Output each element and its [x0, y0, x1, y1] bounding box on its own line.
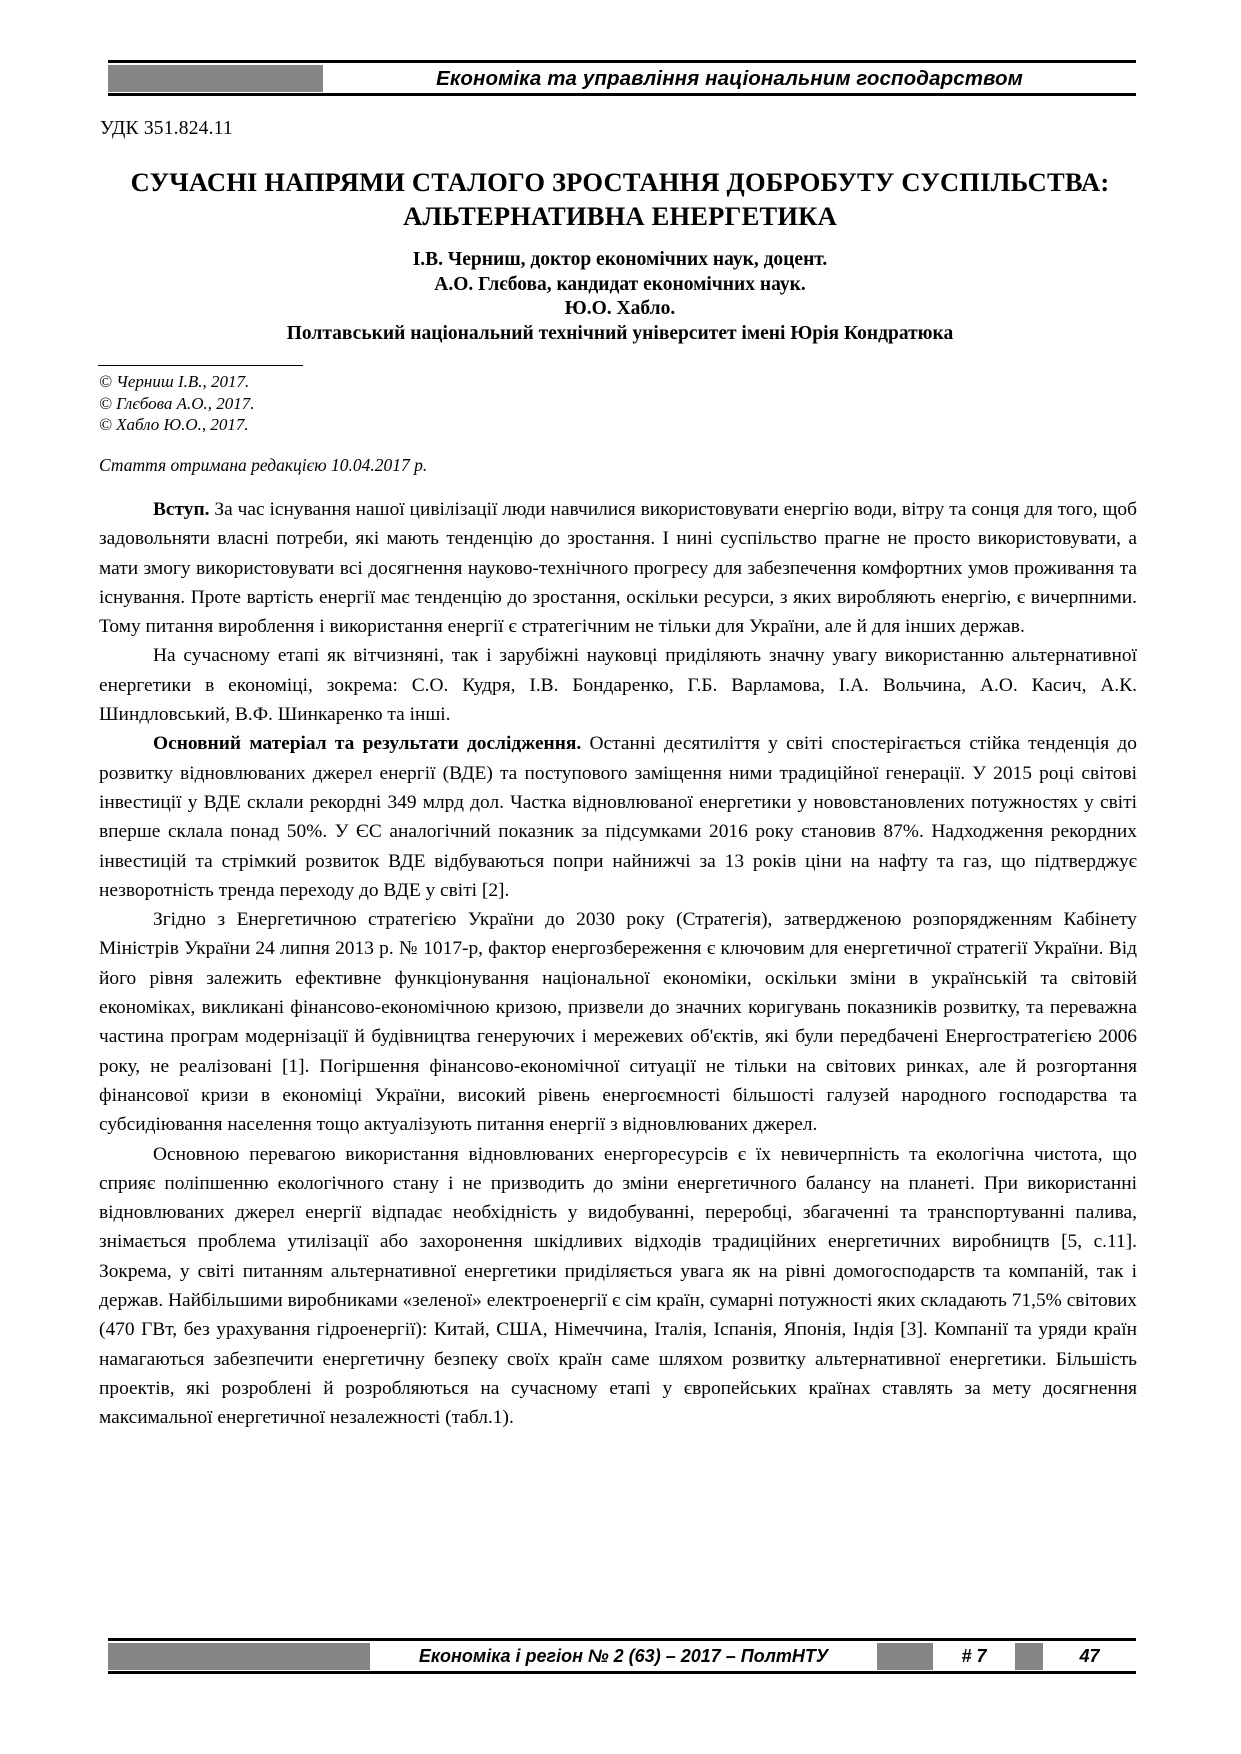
- footer-bottom-rule: [108, 1671, 1136, 1674]
- page-footer: [108, 1638, 1136, 1674]
- title-line-2: СУСПІЛЬСТВА: АЛЬТЕРНАТИВНА ЕНЕРГЕТИКА: [403, 167, 1110, 231]
- author-3: Ю.О. Хабло.: [564, 298, 676, 319]
- copyright-divider: [98, 365, 303, 366]
- footer-grey-block-right: [1015, 1643, 1043, 1670]
- footer-top-rule: [108, 1638, 1136, 1641]
- paragraph-intro-text: За час існування нашої цивілізації люди навчилися використовувати енергію води, вітру та сонця для того, щоб задовольняти власні потреби, які мають тенденцію до зростання. І нині суспільство прагне не просто використовувати, а мати змогу використовувати всі досягнення науково-технічного прогресу для забезпечення комфортних умов проживання та існування. Проте вартість енергії має тенденцію до зростання, оскільки ресурси, з яких виробляють енергію, є вичерпними. Тому питання вироблення і використання енергії є стратегічним не тільки для України, але й для інших держав.: [99, 499, 1137, 638]
- paragraph-main-results-text: Останні десятиліття у світі спостерігається стійка тенденція до розвитку відновлюваних джерел енергії (ВДЕ) та поступового заміщення ними традиційної генерації. У 2015 році світові інвестиції у ВДЕ склали рекордні 349 млрд дол. Частка відновлюваної енергетики у нововстановлених потужностях у світі вперше склала понад 50%. У ЄС аналогічний показник за підсумками 2016 року становив 87%. Надходження рекордних інвестицій та стрімкий розвиток ВДЕ відбуваються попри найнижчі за 13 років ціни на нафту та газ, що підтверджує незворотність тренда переходу до ВДЕ у світі [2].: [99, 733, 1137, 901]
- paragraph-renewables-advantages: [99, 1140, 1137, 1433]
- paragraph-main-results-heading: Основний матеріал та результати дослідження.: [153, 733, 582, 755]
- title-line-1: СУЧАСНІ НАПРЯМИ СТАЛОГО ЗРОСТАННЯ ДОБРОБУТУ: [130, 167, 895, 197]
- paragraph-intro: [99, 495, 1137, 641]
- paragraph-energy-strategy: [99, 905, 1137, 1139]
- copyright-line-3: © Хабло Ю.О., 2017.: [99, 415, 249, 434]
- running-head: [108, 60, 1136, 96]
- copyright-line-1: © Черниш І.В., 2017.: [99, 372, 250, 391]
- running-head-grey-block: [108, 65, 323, 92]
- footer-bar: [108, 1643, 1136, 1670]
- paragraph-main-results: [99, 729, 1137, 905]
- paragraph-literature: [99, 641, 1137, 729]
- footer-issue-marker: # 7: [933, 1643, 1015, 1670]
- author-1: І.В. Черниш, доктор економічних наук, доцент.: [412, 249, 828, 270]
- footer-page-number: 47: [1043, 1643, 1136, 1670]
- running-head-bottom-rule: [108, 93, 1136, 96]
- paragraph-energy-strategy-text: Згідно з Енергетичною стратегією України до 2030 року (Стратегія), затвердженою розпорядженням Кабінету Міністрів України 24 липня 2013 р. № 1017-р, фактор енергозбереження є ключовим для енергетичної стратегії України. Від його рівня залежить ефективне функціонування національної економіки, оскільки зміни в українській та світовій економіках, викликані фінансово-економічною кризою, призвели до значних коригувань показників розвитку, та переважна частина програм модернізації й будівництва генеруючих і мережевих об'єктів, які були передбачені Енергостратегією 2006 року, не реалізовані [1]. Погіршення фінансово-економічної ситуації не тільки на світових ринках, але й розгортання фінансової кризи в економіці України, високий рівень енергоємності більшості галузей народного господарства та субсидіювання населення тощо актуалізують питання енергії з відновлюваних джерел.: [99, 909, 1137, 1136]
- author-2: А.О. Глєбова, кандидат економічних наук.: [434, 273, 806, 295]
- running-head-top-rule: [108, 60, 1136, 63]
- page-title: [130, 165, 1110, 233]
- copyright-block: [99, 371, 255, 436]
- received-date: Стаття отримана редакцією 10.04.2017 р.: [99, 455, 428, 475]
- paragraph-renewables-advantages-text: Основною перевагою використання відновлюваних енергоресурсів є їх невичерпність та екологічна чистота, що сприяє поліпшенню екологічного стану і не призводить до зміни енергетичного балансу на планеті. При використанні відновлюваних джерел енергії відпадає необхідність у видобуванні, переробці, збагаченні та транспортуванні палива, знімається проблема утилізації або захоронення шкідливих відходів традиційних енергетичних виробництв [5, с.11]. Зокрема, у світі питанням альтернативної енергетики приділяється увага як на рівні домогосподарств та компаній, так і держав. Найбільшими виробниками «зеленої» електроенергії є сім країн, сумарні потужності яких складають 71,5% світових (470 ГВт, без урахування гідроенергії): Китай, США, Німеччина, Італія, Іспанія, Японія, Індія [3]. Компанії та уряди країн намагаються забезпечити енергетичну безпеку своїх країн саме шляхом розвитку альтернативної енергетики. Більшість проектів, які розроблені й розробляються на сучасному етапі у європейських країнах ставлять за мету досягнення максимальної енергетичної незалежності (табл.1).: [99, 1143, 1137, 1429]
- running-head-title: Економіка та управління національним господарством: [323, 65, 1136, 92]
- paragraph-literature-text: На сучасному етапі як вітчизняні, так і зарубіжні науковці приділяють значну увагу використанню альтернативної енергетики в економіці, зокрема: С.О. Кудря, І.В. Бондаренко, Г.Б. Варламова, І.А. Вольчина, А.О. Касич, А.К. Шиндловський, В.Ф. Шинкаренко та інші.: [99, 645, 1137, 726]
- footer-grey-block-left: [108, 1643, 370, 1670]
- footer-journal-title: Економіка і регіон № 2 (63) – 2017 – ПолтНТУ: [370, 1643, 877, 1670]
- udc-code: УДК 351.824.11: [100, 118, 233, 139]
- copyright-line-2: © Глєбова А.О., 2017.: [99, 393, 255, 413]
- article-body: [99, 495, 1137, 1433]
- affiliation: Полтавський національний технічний університет імені Юрія Кондратюка: [286, 323, 954, 344]
- running-head-bar: [108, 65, 1136, 92]
- paragraph-intro-heading: Вступ.: [153, 499, 210, 520]
- footer-grey-block-middle: [877, 1643, 933, 1670]
- author-list: [110, 248, 1130, 322]
